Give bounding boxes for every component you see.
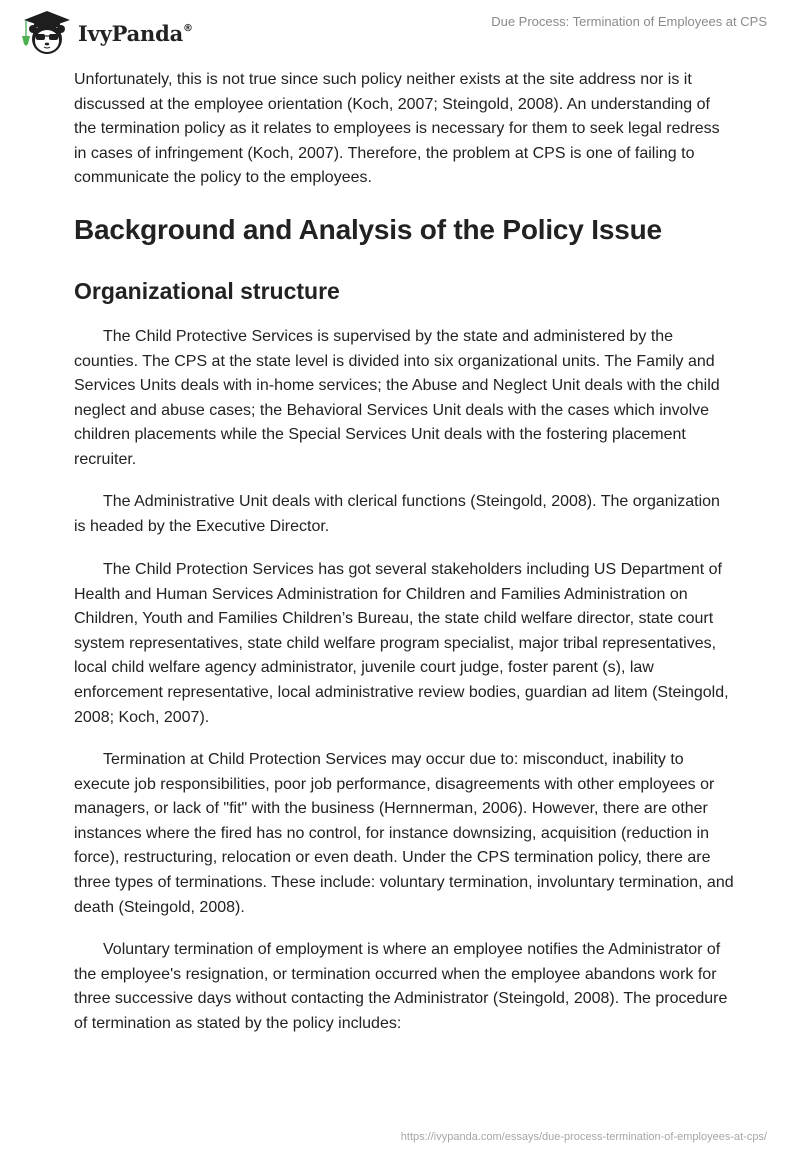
registered-mark: ®: [183, 22, 193, 34]
body-paragraph: The Administrative Unit deals with clerical functions (Steingold, 2008). The organization is headed by the Executive Director.: [74, 493, 720, 535]
body-paragraph: Voluntary termination of employment is where an employee notifies the Administrator of the employee's resignation, or termination occurred when the employee abandons work for three successive days without contacting the Administrator (Steingold, 2008). The procedure of termination as stated by the policy includes:: [74, 941, 728, 1032]
brand-name: IvyPanda®: [78, 20, 193, 46]
source-url[interactable]: https://ivypanda.com/essays/due-process-termination-of-employees-at-cps/: [400, 1131, 767, 1143]
ivypanda-logo[interactable]: [18, 8, 193, 56]
intro-paragraph: Unfortunately, this is not true since such policy neither exists at the site address nor is it discussed at the employee orientation (Koch, 2007; Steingold, 2008). An understanding of the termination policy as it relates to employees is necessary for them to seek legal redress in cases of infringement (Koch, 2007). Therefore, the problem at CPS is one of failing to communicate the policy to the employees.: [74, 71, 720, 187]
body-paragraph: The Child Protection Services has got several stakeholders including US Department of Health and Human Services Administration for Children and Families Administration on Children, Youth and Families Children’s Bureau, the state child welfare director, state court system representatives, state child welfare program specialist, major tribal representatives, local child welfare agency administrator, juvenile court judge, foster parent (s), law enforcement representative, local administrative review bodies, guardian ad litem (Steingold, 2008; Koch, 2007).: [74, 561, 729, 726]
section-heading: Background and Analysis of the Policy Issue: [74, 214, 662, 245]
body-paragraph: Termination at Child Protection Services may occur due to: misconduct, inability to execute job responsibilities, poor job performance, disagreements with other employees or managers, or lack of "fit" with the business (Hernnerman, 2006). However, there are other instances where the fired has no control, for instance downsizing, acquisition (reduction in force), restructuring, relocation or even death. Under the CPS termination policy, there are three types of terminations. These include: voluntary termination, involuntary termination, and death (Steingold, 2008).: [74, 751, 734, 916]
body-paragraph: The Child Protective Services is supervised by the state and administered by the counties. The CPS at the state level is divided into six organizational units. The Family and Services Units deals with in-home services; the Abuse and Neglect Unit deals with the child neglect and abuse cases; the Behavioral Services Unit deals with the cases which involve children placements while the Special Services Unit deals with the fostering placement recruiter.: [74, 328, 720, 468]
page-header: [0, 0, 800, 60]
subsection-heading: Organizational structure: [74, 278, 340, 304]
panda-graduate-icon: [18, 8, 76, 56]
document-title: Due Process: Termination of Employees at CPS: [491, 14, 767, 29]
